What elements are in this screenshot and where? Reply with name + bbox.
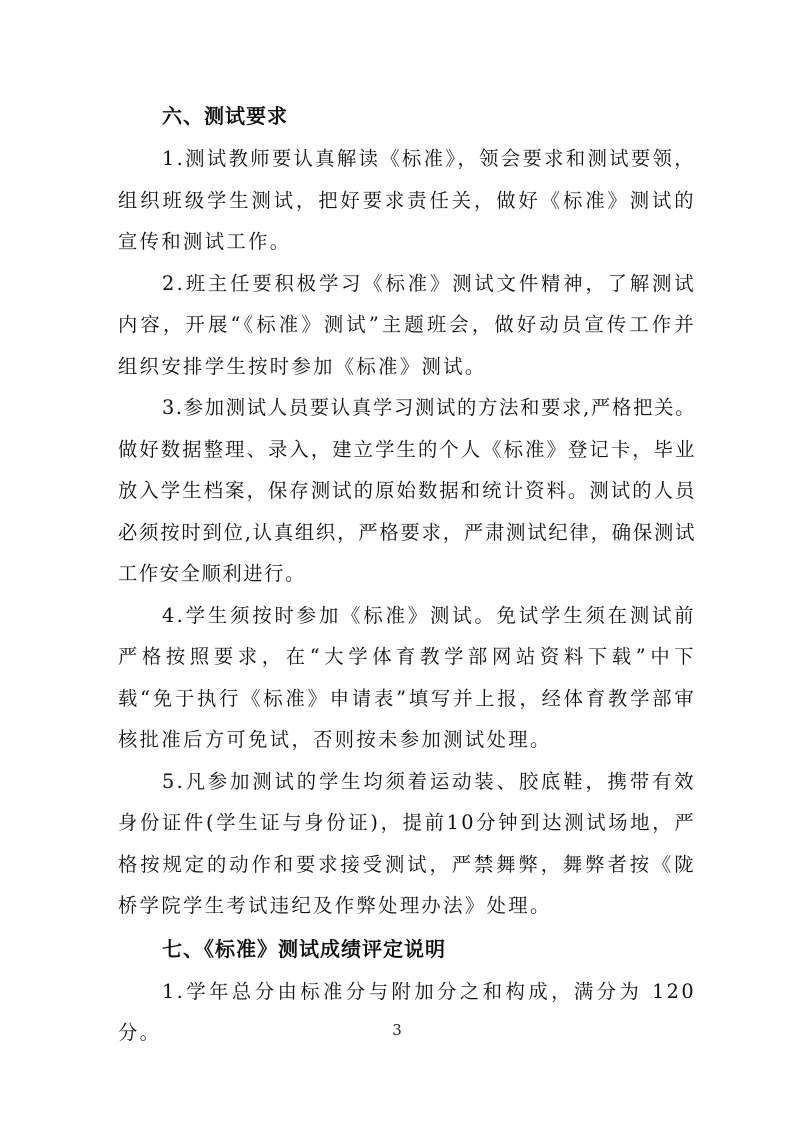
requirement-paragraph-1: 1.测试教师要认真解读《标准》，领会要求和测试要领，组织班级学生测试，把好要求责任关，做好《标准》测试的宣传和测试工作。	[118, 147, 696, 253]
score-rule-paragraph-1: 1.学年总分由标准分与附加分之和构成，满分为 120 分。	[118, 979, 696, 1044]
requirement-paragraph-3: 3.参加测试人员要认真学习测试的方法和要求,严格把关。做好数据整理、录入，建立学生的个人《标准》登记卡，毕业放入学生档案，保存测试的原始数据和统计资料。测试的人员必须按时到位,认真组织，严格要求，严肃测试纪律，确保测试工作安全顺利进行。	[118, 396, 696, 585]
page-number: 3	[392, 1021, 402, 1039]
page-body	[118, 96, 696, 1054]
section-heading-score-rules: 七、《标准》测试成绩评定说明	[162, 936, 446, 961]
section-heading-requirements: 六、测试要求	[162, 104, 288, 128]
requirement-paragraph-5: 5.凡参加测试的学生均须着运动装、胶底鞋，携带有效身份证件(学生证与身份证)，提前10分钟到达测试场地，严格按规定的动作和要求接受测试，严禁舞弊，舞弊者按《陇桥学院学生考试违纪及作弊处理办法》处理。	[118, 769, 696, 917]
requirement-paragraph-2: 2.班主任要积极学习《标准》测试文件精神，了解测试内容，开展“《标准》测试”主题班会，做好动员宣传工作并组织安排学生按时参加《标准》测试。	[118, 271, 696, 378]
requirement-paragraph-4: 4.学生须按时参加《标准》测试。免试学生须在测试前严格按照要求，在“大学体育教学部网站资料下载”中下载“免于执行《标准》申请表”填写并上报，经体育教学部审核批准后方可免试，否则按未参加测试处理。	[118, 603, 696, 751]
